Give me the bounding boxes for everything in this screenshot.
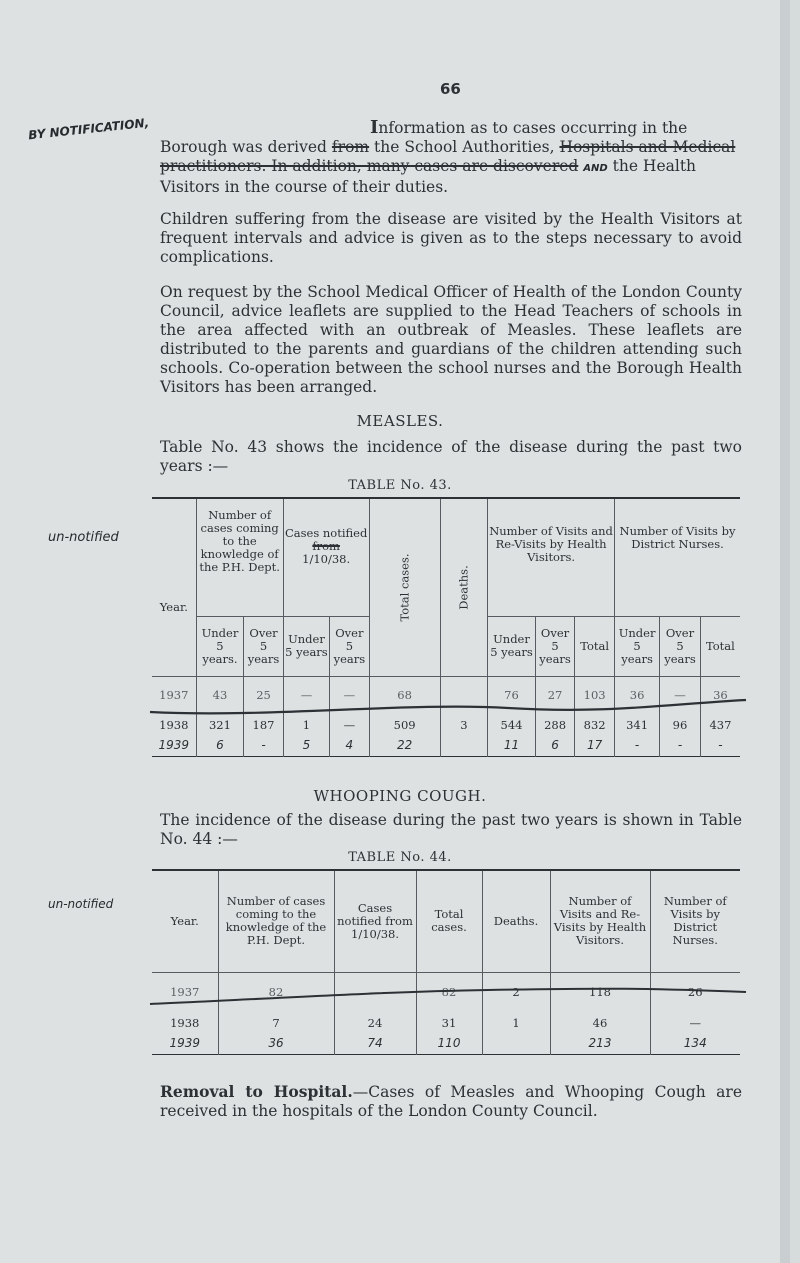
col-total-header — [369, 498, 440, 676]
row-1937-strikethrough-whooping — [148, 978, 748, 1008]
sub-under5-hv: Under 5 years — [488, 616, 536, 676]
cell: 25 — [244, 676, 283, 714]
w-col-deaths-header: Deaths. — [482, 870, 550, 972]
cell: 6 — [535, 736, 574, 756]
cell-year-1938: 1938 — [152, 714, 196, 736]
cell: - — [660, 736, 701, 756]
cell: 118 — [550, 972, 650, 1012]
cell: 4 — [330, 736, 369, 756]
cell: 2 — [482, 972, 550, 1012]
w-col-total-header: Total cases. — [416, 870, 482, 972]
cell: 26 — [650, 972, 740, 1012]
cell: 76 — [488, 676, 536, 714]
cell: 46 — [550, 1012, 650, 1034]
cell: 43 — [196, 676, 244, 714]
cell: 1 — [283, 714, 329, 736]
cell: 341 — [615, 714, 660, 736]
cell: 82 — [416, 972, 482, 1012]
table44-title: TABLE No. 44. — [348, 850, 452, 865]
cell: 74 — [334, 1034, 416, 1054]
cell: 68 — [369, 676, 440, 714]
col-hv-header: Number of Visits and Re-Visits by Health Visitors. — [488, 498, 615, 616]
cell: 36 — [615, 676, 660, 714]
notified-struck-from: from — [312, 539, 340, 553]
cell: 509 — [369, 714, 440, 736]
para1-line2b: the School Authorities, — [374, 138, 555, 156]
cell: 11 — [488, 736, 536, 756]
w-col-hv-header: Number of Visits and Re-Visits by Health Visitors. — [550, 870, 650, 972]
para1-struck-from: from — [331, 138, 370, 156]
cell: — — [330, 676, 369, 714]
cell: - — [615, 736, 660, 756]
sub-under5-dn: Under 5 years — [615, 616, 660, 676]
cell: 36 — [218, 1034, 334, 1054]
cell: 82 — [218, 972, 334, 1012]
col-dn-header: Number of Visits by District Nurses. — [619, 524, 736, 551]
cell: — — [660, 676, 701, 714]
table-row — [152, 736, 740, 756]
table-44 — [152, 869, 740, 1055]
notified-date: 1/10/38. — [302, 552, 351, 566]
para1-line3b: the Health — [612, 157, 697, 175]
cell: 134 — [683, 1036, 707, 1051]
cell: 22 — [369, 736, 440, 756]
cell: 36 — [700, 676, 740, 714]
whooping-heading: WHOOPING COUGH. — [313, 787, 487, 805]
w-col-coming-header: Number of cases coming to the knowledge of the P.H. Dept. — [218, 870, 334, 972]
cell: 96 — [660, 714, 701, 736]
cell: — — [330, 714, 369, 736]
cell: 288 — [535, 714, 574, 736]
cell — [482, 1034, 550, 1054]
sub-under5-notified: Under 5 years — [283, 616, 329, 676]
para1-struck-practitioners: practitioners. In addition, many cases are discovered — [160, 157, 579, 175]
cell: 321 — [196, 714, 244, 736]
cell: 6 — [196, 736, 244, 756]
table-row — [152, 1012, 740, 1034]
para1-struck-hospitals: Hospitals and Medical — [559, 138, 736, 156]
cell: 437 — [709, 717, 732, 732]
cell: 27 — [535, 676, 574, 714]
col-year-header: Year. — [152, 498, 196, 676]
cell: 110 — [416, 1034, 482, 1054]
page-number: 66 — [440, 80, 461, 98]
removal-text: —Cases of Measles and Whooping Cough are received in the hospitals of the London County Council. — [160, 1083, 742, 1120]
col-deaths-header — [440, 498, 487, 676]
paragraph-request: On request by the School Medical Officer of Health of the London County Council, advice leaflets are supplied to the Head Teachers of schools in the area affected with an outbreak of Measles. These leaflets are distributed to the parents and guardians of the children attending such schools. Co-operation between the school nurses and the Borough Health Visitors has been arranged. — [160, 283, 742, 396]
cell: - — [718, 738, 723, 753]
cell — [440, 736, 487, 756]
margin-note-unnotified-measles: un-notified — [48, 530, 119, 545]
sub-over5-notified: Over 5 years — [330, 616, 369, 676]
cell-year-1939: 1939 — [152, 1034, 218, 1054]
notified-label: Cases notified — [284, 526, 368, 540]
cell: 1 — [482, 1012, 550, 1034]
cell-year-1938: 1938 — [152, 1012, 218, 1034]
para1-line4: Visitors in the course of their duties. — [160, 178, 449, 196]
w-col-year-header: Year. — [152, 870, 218, 972]
sub-total-dn: Total — [700, 616, 740, 676]
removal-label: Removal to Hospital. — [160, 1082, 353, 1101]
para1-line2a: Borough was derived — [160, 138, 327, 156]
w-col-dn-header: Number of Visits by District Nurses. — [663, 894, 727, 948]
cell: 5 — [283, 736, 329, 756]
paragraph-children: Children suffering from the disease are visited by the Health Visitors at frequent intervals and advice is given as to the steps necessary to avoid complications. — [160, 210, 742, 266]
measles-intro: Table No. 43 shows the incidence of the disease during the past two years :— — [160, 438, 742, 475]
deaths-label: Deaths. — [456, 565, 471, 610]
total-cases-label: Total cases. — [397, 553, 412, 622]
cell: 31 — [416, 1012, 482, 1034]
page-edge — [780, 0, 790, 1263]
drop-cap: I — [370, 117, 379, 138]
row-1937-strikethrough — [148, 690, 748, 720]
cell: — — [334, 972, 416, 1012]
margin-note-unnotified-whooping: un-notified — [48, 897, 114, 911]
cell: - — [244, 736, 283, 756]
cell: — — [689, 1015, 701, 1030]
cell-year-1937: 1937 — [152, 972, 218, 1012]
cell-year-1937: 1937 — [152, 676, 196, 714]
cell: — — [283, 676, 329, 714]
cell: 187 — [244, 714, 283, 736]
cell: 832 — [575, 714, 615, 736]
col-coming-header: Number of cases coming to the knowledge of the P.H. Dept. — [196, 498, 283, 616]
whooping-intro: The incidence of the disease during the past two years is shown in Table No. 44 :— — [160, 811, 742, 848]
sub-over5-coming: Over 5 years — [244, 616, 283, 676]
table43-title: TABLE No. 43. — [348, 478, 452, 493]
sub-under5-coming: Under 5 years. — [196, 616, 244, 676]
cell: 103 — [575, 676, 615, 714]
cell: 213 — [550, 1034, 650, 1054]
removal-paragraph — [160, 1082, 742, 1121]
cell: 24 — [334, 1012, 416, 1034]
col-notified-header — [283, 498, 369, 616]
para1-line1: nformation as to cases occurring in the — [378, 119, 688, 137]
sub-total-hv: Total — [575, 616, 615, 676]
cell-year-1939: 1939 — [152, 736, 196, 756]
table-row — [152, 1034, 740, 1054]
paragraph-information — [160, 118, 742, 197]
para1-inserted-and: AND — [583, 163, 608, 174]
cell: 544 — [488, 714, 536, 736]
cell: 17 — [575, 736, 615, 756]
margin-note-notification: BY NOTIFICATION, — [27, 115, 150, 143]
cell: 3 — [440, 714, 487, 736]
sub-over5-hv: Over 5 years — [535, 616, 574, 676]
w-col-notified-header: Cases notified from 1/10/38. — [334, 870, 416, 972]
cell: 7 — [218, 1012, 334, 1034]
measles-heading: MEASLES. — [356, 412, 444, 430]
sub-over5-dn: Over 5 years — [660, 616, 701, 676]
